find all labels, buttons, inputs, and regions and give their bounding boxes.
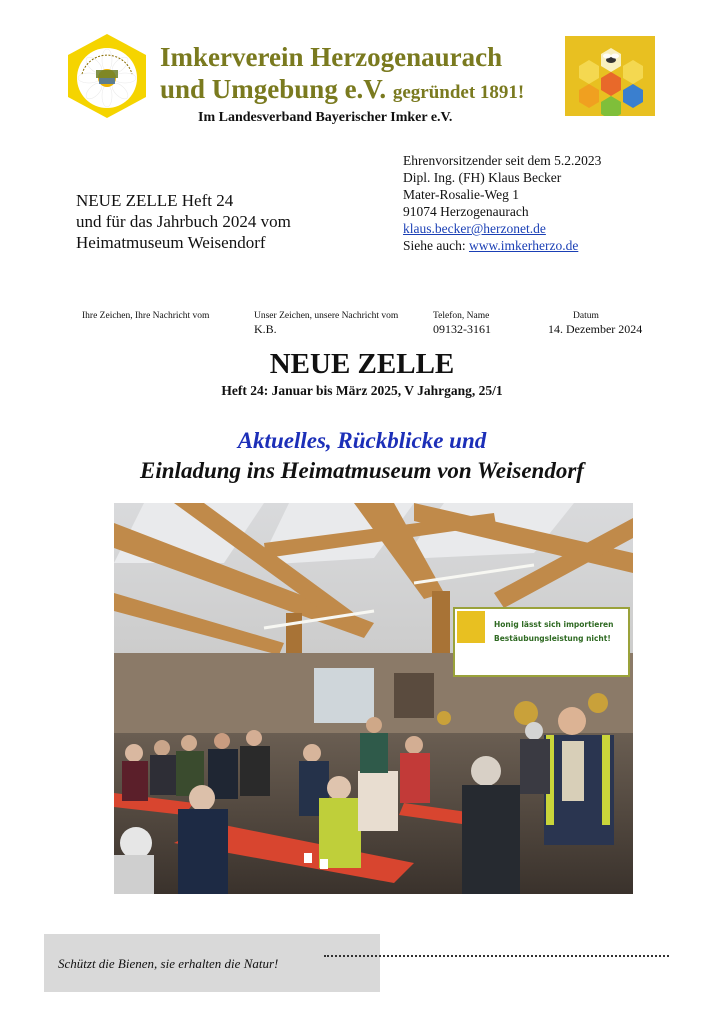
intro-line1: NEUE ZELLE Heft 24 — [76, 191, 234, 210]
contact-block — [403, 152, 601, 254]
contact-line1: Ehrenvorsitzender seit dem 5.2.2023 — [403, 153, 602, 168]
email-link[interactable]: klaus.becker@herzonet.de — [403, 221, 546, 236]
museum-event-photo — [114, 503, 633, 894]
intro-line2: und für das Jahrbuch 2024 vom — [76, 212, 291, 231]
contact-line3: Mater-Rosalie-Weg 1 — [403, 187, 519, 202]
see-also-label: Siehe auch: — [403, 238, 466, 253]
date-value: 14. Dezember 2024 — [548, 322, 643, 336]
footer-dotted-line — [324, 955, 669, 957]
our-ref-value: K.B. — [254, 322, 277, 336]
our-ref-label: Unser Zeichen, unsere Nachricht vom — [254, 311, 399, 321]
contact-line4: 91074 Herzogenaurach — [403, 204, 529, 219]
founded-year: gegründet 1891! — [392, 82, 525, 103]
your-ref-label: Ihre Zeichen, Ihre Nachricht vom — [82, 311, 210, 321]
beekeeper-logo — [66, 32, 148, 120]
org-name-line2-text: und Umgebung e.V. — [160, 74, 387, 104]
phone-label: Telefon, Name — [433, 311, 490, 321]
association-line: Im Landesverband Bayerischer Imker e.V. — [198, 110, 453, 125]
newsletter-title: NEUE ZELLE — [269, 348, 455, 380]
footer-slogan: Schützt die Bienen, sie erhalten die Natur! — [58, 956, 279, 971]
intro-line3: Heimatmuseum Weisendorf — [76, 233, 266, 252]
date-label: Datum — [573, 311, 599, 321]
headline-line1: Aktuelles, Rückblicke und — [237, 428, 487, 453]
contact-line2: Dipl. Ing. (FH) Klaus Becker — [403, 170, 562, 185]
headline-line2: Einladung ins Heimatmuseum von Weisendorf — [140, 458, 584, 483]
intro-block — [76, 190, 291, 253]
banner-sign — [454, 608, 629, 676]
banner-line1: Honig lässt sich importieren — [494, 620, 614, 629]
org-name-line1: Imkerverein Herzogenaurach — [160, 42, 503, 72]
phone-value: 09132-3161 — [433, 322, 491, 336]
banner-line2: Bestäubungsleistung nicht! — [494, 634, 611, 643]
org-name-line2 — [160, 74, 524, 105]
honeycomb-bee-logo — [565, 36, 655, 116]
issue-line: Heft 24: Januar bis März 2025, V Jahrgang, 25/1 — [221, 383, 503, 398]
website-link[interactable]: www.imkerherzo.de — [468, 238, 579, 253]
